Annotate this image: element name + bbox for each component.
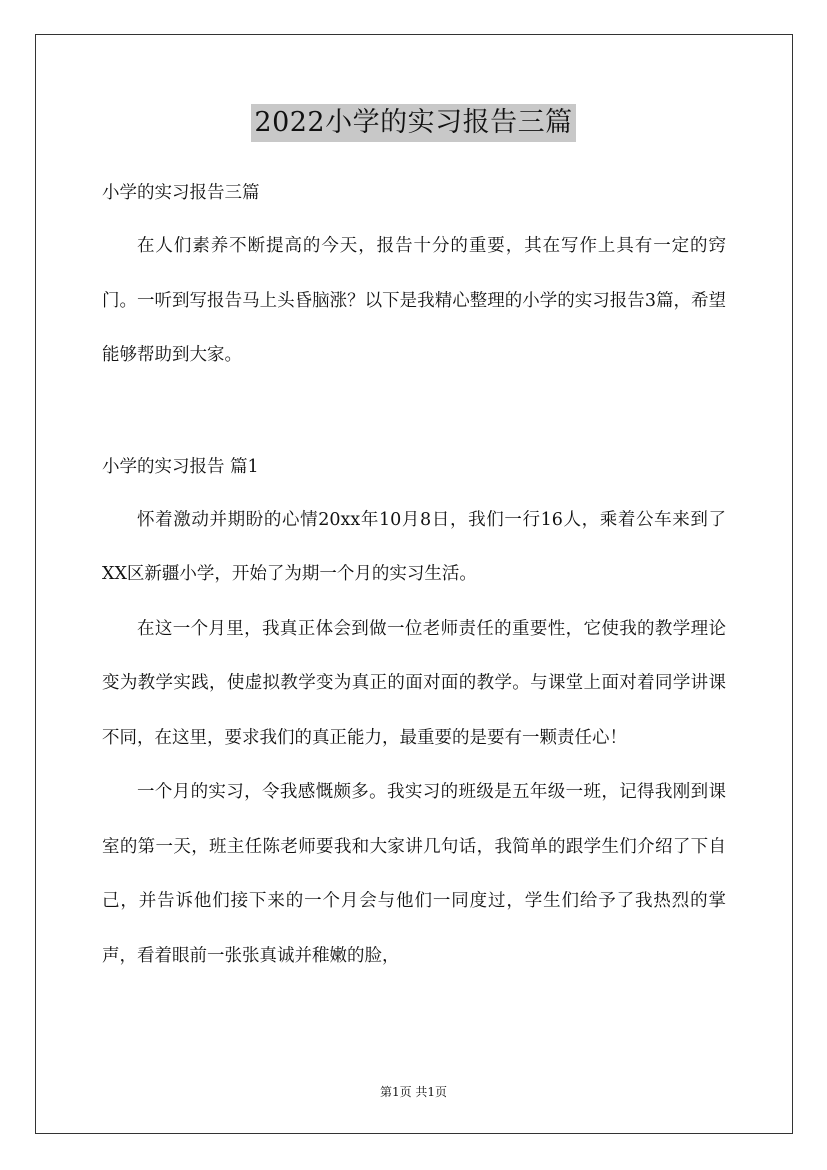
title-container	[0, 104, 827, 142]
body-paragraph: 一个月的实习，令我感慨颇多。我实习的班级是五年级一班，记得我刚到课室的第一天，班主任陈老师要我和大家讲几句话，我简单的跟学生们介绍了下自己，并告诉他们接下来的一个月会与他们一同度过，学生们给予了我热烈的掌声，看着眼前一张张真诚并稚嫩的脸，	[102, 782, 726, 966]
body-paragraph: 怀着激动并期盼的心情20xx年10月8日，我们一行16人，乘着公车来到了XX区新疆小学，开始了为期一个月的实习生活。	[102, 509, 726, 584]
section-heading: 小学的实习报告 篇1	[102, 456, 259, 477]
page-number: 第1页 共1页	[379, 1085, 448, 1099]
document-body	[102, 171, 726, 983]
document-title: 2022小学的实习报告三篇	[251, 104, 575, 142]
document-subtitle: 小学的实习报告三篇	[102, 183, 260, 203]
body-paragraph: 在这一个月里，我真正体会到做一位老师责任的重要性，它使我的教学理论变为教学实践，使虚拟教学变为真正的面对面的教学。与课堂上面对着同学讲课不同，在这里，要求我们的真正能力，最重要的是要有一颗责任心！	[102, 618, 726, 748]
intro-paragraph: 在人们素养不断提高的今天，报告十分的重要，其在写作上具有一定的窍门。一听到写报告马上头昏脑涨？以下是我精心整理的小学的实习报告3篇，希望能够帮助到大家。	[102, 236, 726, 365]
